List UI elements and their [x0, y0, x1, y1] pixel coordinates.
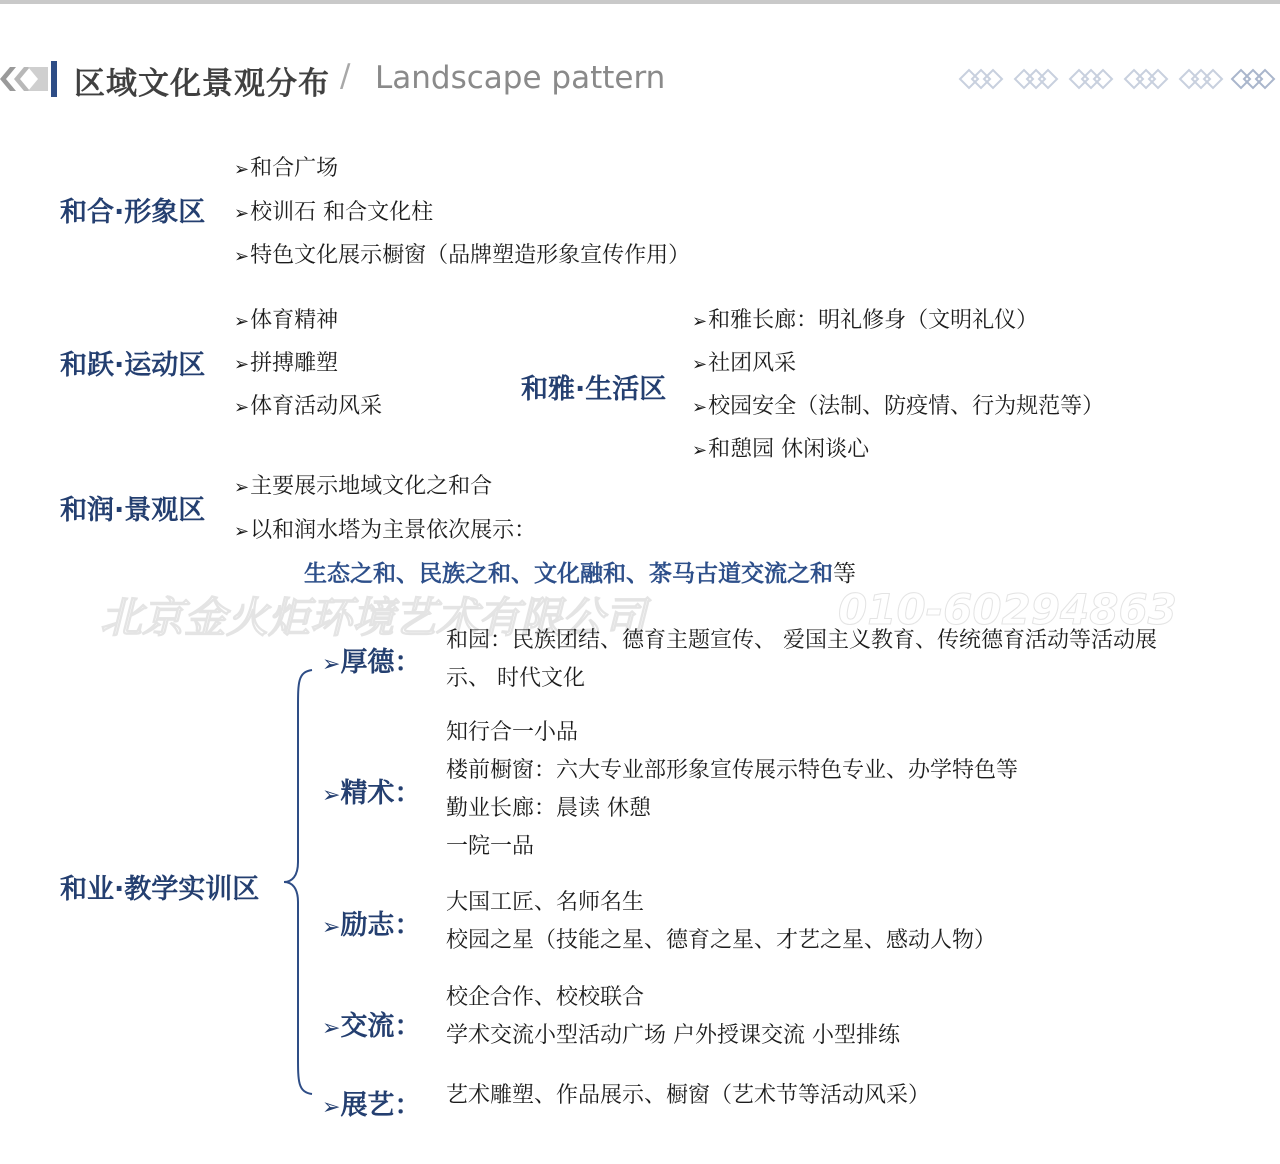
bullet-arrow-icon: ➢ — [234, 397, 250, 418]
list-item: ➢和合广场 — [234, 156, 339, 181]
bullet-arrow-icon: ➢ — [692, 311, 708, 332]
zone-title-teaching: 和业·教学实训区 — [60, 874, 260, 905]
title-separator: / — [340, 58, 351, 94]
watermark-phone: 010-60294863 — [838, 585, 1177, 634]
bullet-arrow-icon: ➢ — [234, 203, 250, 224]
sub-label-houde: ➢厚德： — [322, 647, 422, 678]
page-subtitle: Landscape pattern — [375, 60, 666, 96]
top-divider-line — [0, 0, 1280, 4]
bullet-arrow-icon: ➢ — [692, 354, 708, 375]
bullet-arrow-icon: ➢ — [692, 440, 708, 461]
title-accent-bar — [51, 61, 57, 97]
list-item: ➢特色文化展示橱窗（品牌塑造形象宣传作用） — [234, 243, 691, 268]
bullet-arrow-icon: ➢ — [322, 783, 341, 808]
list-item: ➢主要展示地域文化之和合 — [234, 474, 493, 499]
decorative-diamond-icons — [958, 66, 1278, 92]
list-item: ➢和雅长廊：明礼修身（文明礼仪） — [692, 308, 1039, 333]
zone-title-landscape: 和润·景观区 — [60, 495, 206, 526]
bullet-arrow-icon: ➢ — [234, 311, 250, 332]
list-item: ➢体育精神 — [234, 308, 339, 333]
sub-label-jiaoliu: ➢交流： — [322, 1011, 422, 1042]
list-item: ➢和憩园 休闲谈心 — [692, 437, 870, 462]
sub-label-jingshu: ➢精术： — [322, 778, 422, 809]
sub-description: 知行合一小品 楼前橱窗：六大专业部形象宣传展示特色专业、办学特色等 勤业长廊：晨读 休憩 一院一品 — [446, 720, 1019, 859]
sub-description: 艺术雕塑、作品展示、橱窗（艺术节等活动风采） — [446, 1083, 931, 1108]
page-title: 区域文化景观分布 — [74, 66, 330, 102]
sub-label-lizhi: ➢励志： — [322, 910, 422, 941]
sub-description: 校企合作、校校联合 学术交流小型活动广场 户外授课交流 小型排练 — [446, 985, 900, 1048]
list-item: ➢校园安全（法制、防疫情、行为规范等） — [692, 394, 1105, 419]
bullet-arrow-icon: ➢ — [322, 652, 341, 677]
landscape-highlight: 生态之和、民族之和、文化融和、茶马古道交流之和等 — [304, 561, 856, 587]
list-item: ➢社团风采 — [692, 351, 797, 376]
bullet-arrow-icon: ➢ — [234, 159, 250, 180]
curly-brace — [282, 668, 316, 1096]
bullet-arrow-icon: ➢ — [692, 397, 708, 418]
bullet-arrow-icon: ➢ — [322, 1095, 341, 1120]
list-item: ➢校训石 和合文化柱 — [234, 200, 434, 225]
bullet-arrow-icon: ➢ — [322, 1016, 341, 1041]
zone-title-sports: 和跃·运动区 — [60, 350, 206, 381]
sub-label-zhanyi: ➢展艺： — [322, 1090, 422, 1121]
sub-description: 和园：民族团结、德育主题宣传、 爱国主义教育、传统德育活动等活动展 示、 时代文化 — [446, 628, 1157, 691]
list-item: ➢体育活动风采 — [234, 394, 383, 419]
sub-description: 大国工匠、名师名生 校园之星（技能之星、德育之星、才艺之星、感动人物） — [446, 890, 997, 953]
chevron-icon — [0, 62, 48, 96]
bullet-arrow-icon: ➢ — [234, 354, 250, 375]
list-item: ➢拼搏雕塑 — [234, 351, 339, 376]
watermark-company: 北京金火炬环境艺术有限公司 — [100, 593, 647, 642]
zone-title-image: 和合·形象区 — [60, 197, 206, 228]
zone-title-life: 和雅·生活区 — [521, 374, 667, 405]
bullet-arrow-icon: ➢ — [322, 915, 341, 940]
list-item: ➢以和润水塔为主景依次展示： — [234, 518, 537, 543]
bullet-arrow-icon: ➢ — [234, 477, 250, 498]
bullet-arrow-icon: ➢ — [234, 246, 250, 267]
bullet-arrow-icon: ➢ — [234, 521, 250, 542]
